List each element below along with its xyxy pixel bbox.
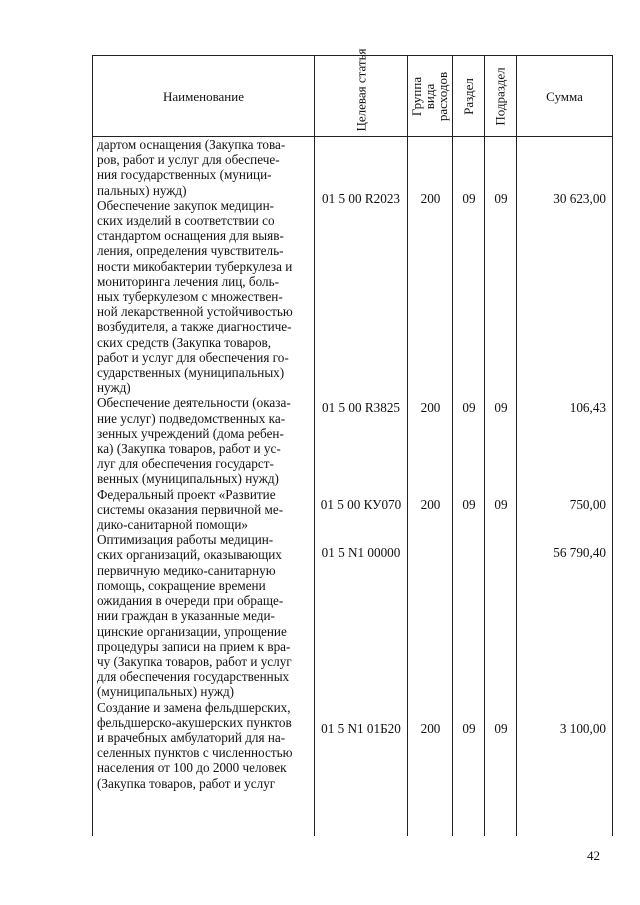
sum-cell: 106,43: [569, 400, 606, 415]
name-text-line: венных (муниципальных) нужд): [97, 471, 279, 487]
name-column-text: [97, 137, 312, 791]
name-text-line: нии граждан в указанные меди-: [97, 608, 275, 624]
section-cell: 09: [462, 191, 476, 206]
column-divider: [516, 56, 517, 836]
name-text-line: дико-санитарной помощи»: [97, 517, 248, 533]
header-subsection: [485, 56, 516, 136]
subsection-cell: 09: [494, 721, 508, 736]
name-text-line: Обеспечение деятельности (оказа-: [97, 395, 291, 411]
name-text-line: первичную медико-санитарную: [97, 562, 276, 578]
subsection-cell: 09: [494, 400, 508, 415]
name-text-line: ских изделий в соответствии со: [97, 213, 275, 229]
name-text-line: стандартом оснащения для выяв-: [97, 228, 284, 244]
name-text-line: работ и услуг для обеспечения го-: [97, 349, 289, 365]
header-expense-group-label: Группа вида расходов: [409, 71, 451, 121]
name-text-line: системы оказания первичной ме-: [97, 501, 284, 517]
name-text-line: возбудителя, а также диагностиче-: [97, 319, 292, 335]
header-sum-label: Сумма: [546, 88, 583, 104]
name-text-line: Обеспечение закупок медицин-: [97, 197, 275, 213]
name-text-line: цинские организации, упрощение: [97, 623, 287, 639]
table-row: [93, 545, 612, 561]
column-divider: [452, 56, 453, 836]
sum-cell: 30 623,00: [553, 191, 606, 206]
target-article-cell: 01 5 00 R3825: [321, 400, 401, 415]
name-text-line: ожидания в очереди при обраще-: [97, 593, 284, 609]
name-text-line: ности микобактерии туберкулеза и: [97, 258, 293, 274]
section-cell: 09: [462, 497, 476, 512]
section-cell: 09: [462, 400, 476, 415]
name-text-line: Создание и замена фельдшерских,: [97, 699, 291, 715]
name-text-line: ления, определения чувствитель-: [97, 243, 284, 259]
name-text-line: ка) (Закупка товаров, работ и ус-: [97, 441, 281, 457]
name-text-line: (Закупка товаров, работ и услуг: [97, 775, 276, 791]
subsection-cell: 09: [494, 497, 508, 512]
name-text-line: пальных) нужд): [97, 182, 187, 198]
column-divider: [484, 56, 485, 836]
target-article-cell: 01 5 00 КУ070: [320, 497, 402, 512]
column-divider: [407, 56, 408, 836]
name-text-line: селенных пунктов с численностью: [97, 745, 293, 761]
header-expense-group: [408, 56, 452, 136]
name-text-line: чу (Закупка товаров, работ и услуг: [97, 653, 292, 669]
name-text-line: населения от 100 до 2000 человек: [97, 760, 287, 776]
name-text-line: луг для обеспечения государст-: [97, 456, 274, 472]
target-article-cell: 01 5 00 R2023: [321, 191, 401, 206]
name-text-line: ной лекарственной устойчивостью: [97, 304, 293, 320]
name-text-line: Федеральный проект «Развитие: [97, 486, 276, 502]
expense-group-cell: 200: [420, 497, 441, 512]
header-section-label: Раздел: [461, 77, 476, 115]
name-text-line: ских средств (Закупка товаров,: [97, 334, 272, 350]
expense-group-cell: 200: [420, 400, 441, 415]
name-text-line: зенных учреждений (дома ребен-: [97, 425, 284, 441]
target-article-cell: 01 5 N1 00000: [321, 545, 401, 560]
target-article-cell: 01 5 N1 01Б20: [321, 721, 401, 736]
header-target-article: [315, 47, 407, 136]
name-text-line: Оптимизация работы медицин-: [97, 532, 274, 548]
sum-cell: 56 790,40: [553, 545, 606, 560]
header-name-label: Наименование: [163, 88, 244, 104]
name-text-line: ров, работ и услуг для обеспече-: [97, 152, 280, 168]
table-row: [93, 721, 612, 737]
expense-group-cell: 200: [420, 721, 441, 736]
header-subsection-label: Подраздел: [493, 66, 509, 126]
name-text-line: для обеспечения государственных: [97, 669, 290, 685]
name-text-line: ных туберкулезом с множествен-: [97, 289, 283, 305]
subsection-cell: 09: [494, 191, 508, 206]
header-target-article-label: Целевая статья: [353, 47, 369, 131]
name-text-line: фельдшерско-акушерских пунктов: [97, 714, 292, 730]
table-row: [93, 191, 612, 207]
sum-cell: 3 100,00: [559, 721, 606, 736]
table-row: [93, 497, 612, 513]
name-text-line: мониторинга лечения лиц, боль-: [97, 273, 279, 289]
name-text-line: ние услуг) подведомственных ка-: [97, 410, 286, 426]
name-text-line: процедуры записи на прием к вра-: [97, 638, 291, 654]
name-text-line: ния государственных (муници-: [97, 167, 272, 183]
column-divider: [314, 56, 315, 836]
name-text-line: помощь, сокращение времени: [97, 577, 266, 593]
table-row: [93, 400, 612, 416]
header-section: [453, 56, 484, 136]
expense-group-cell: 200: [420, 191, 441, 206]
name-text-line: дартом оснащения (Закупка това-: [97, 137, 286, 152]
header-name: [93, 56, 314, 136]
name-text-line: ских организаций, оказывающих: [97, 547, 282, 563]
name-text-line: (муниципальных) нужд): [97, 684, 235, 700]
budget-table: [92, 47, 613, 836]
page-number: 42: [587, 848, 600, 863]
header-sum: [517, 56, 612, 136]
name-text-line: сударственных (муниципальных): [97, 365, 285, 381]
sum-cell: 750,00: [569, 497, 606, 512]
name-text-line: и врачебных амбулаторий для на-: [97, 729, 286, 745]
name-text-line: нужд): [97, 380, 131, 396]
section-cell: 09: [462, 721, 476, 736]
